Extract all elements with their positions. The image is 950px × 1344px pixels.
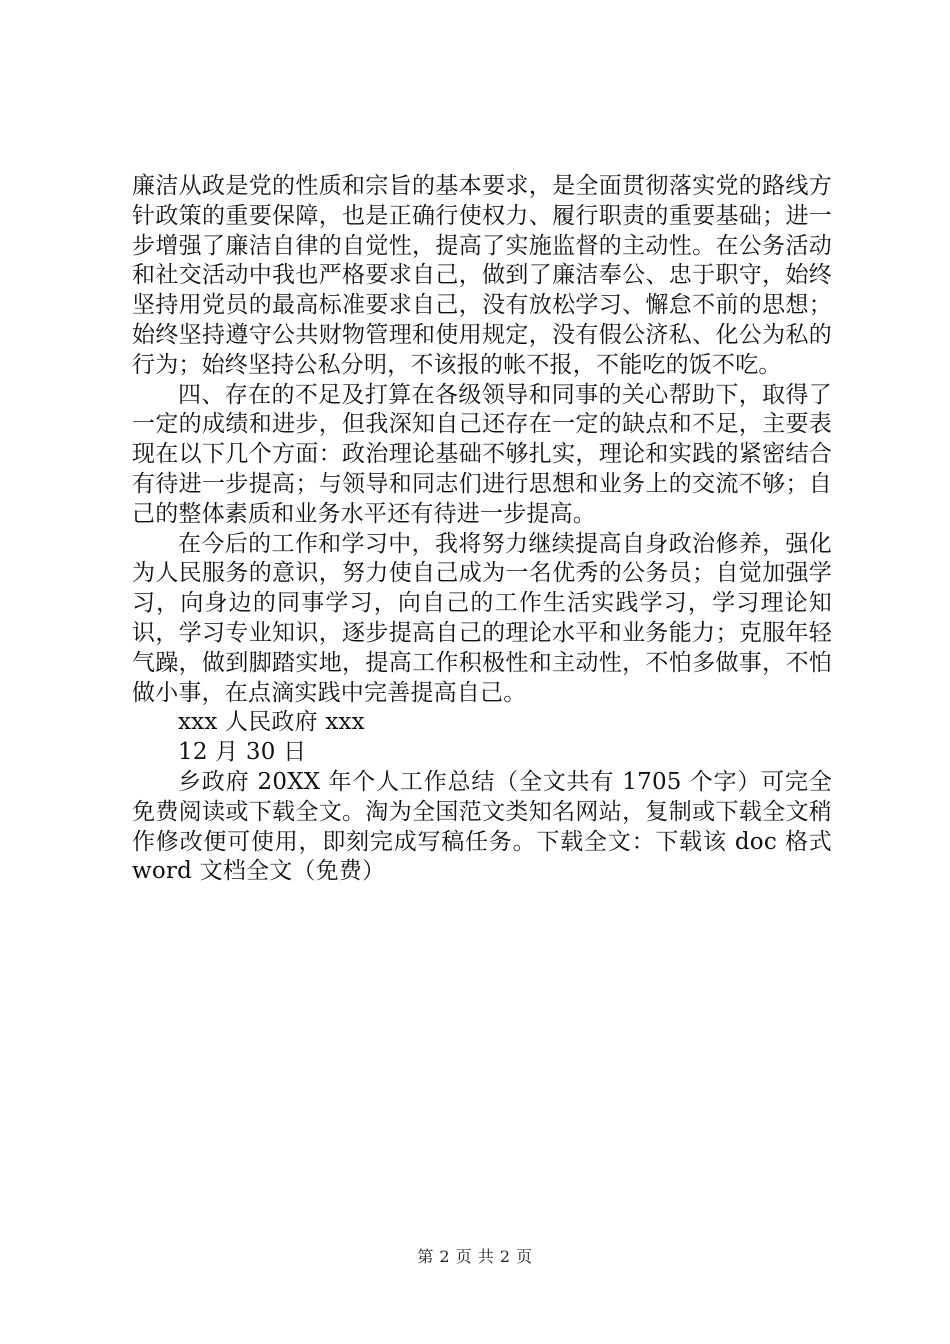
download-note: 乡政府 20XX 年个人工作总结（全文共有 1705 个字）可完全免费阅读或下载全文。淘为全国范文类知名网站，复制或下载全文稍作修改便可使用，即刻完成写稿任务。下载全文：下载该 doc 格式 word 文档全文（免费） [132, 768, 832, 885]
body-paragraph-future-plans: 在今后的工作和学习中，我将努力继续提高自身政治修养，强化为人民服务的意识，努力使自己成为一名优秀的公务员；自觉加强学习，向身边的同事学习，向自己的工作生活实践学习，学习理论知识，学习专业知识，逐步提高自己的理论水平和业务能力；克服年轻气躁，做到脚踏实地，提高工作积极性和主动性，不怕多做事，不怕做小事，在点滴实践中完善提高自己。 [132, 530, 832, 706]
document-body [132, 172, 832, 887]
date-line: 12 月 30 日 [178, 739, 307, 766]
page-number-footer: 第 2 页 共 2 页 [417, 1247, 533, 1266]
body-paragraph-shortcomings: 四、存在的不足及打算在各级领导和同事的关心帮助下，取得了一定的成绩和进步，但我深知自己还存在一定的缺点和不足，主要表现在以下几个方面：政治理论基础不够扎实，理论和实践的紧密结合有待进一步提高；与领导和同志们进行思想和业务上的交流不够；自己的整体素质和业务水平还有待进一步提高。 [132, 381, 832, 527]
body-paragraph-integrity: 廉洁从政是党的性质和宗旨的基本要求，是全面贯彻落实党的路线方针政策的重要保障，也是正确行使权力、履行职责的重要基础；进一步增强了廉洁自律的自觉性，提高了实施监督的主动性。在公务活动和社交活动中我也严格要求自己，做到了廉洁奉公、忠于职守，始终坚持用党员的最高标准要求自己，没有放松学习、懈怠不前的思想；始终坚持遵守公共财物管理和使用规定，没有假公济私、化公为私的行为；始终坚持公私分明，不该报的帐不报，不能吃的饭不吃。 [132, 173, 832, 378]
signature-line: xxx 人民政府 xxx [178, 709, 365, 736]
